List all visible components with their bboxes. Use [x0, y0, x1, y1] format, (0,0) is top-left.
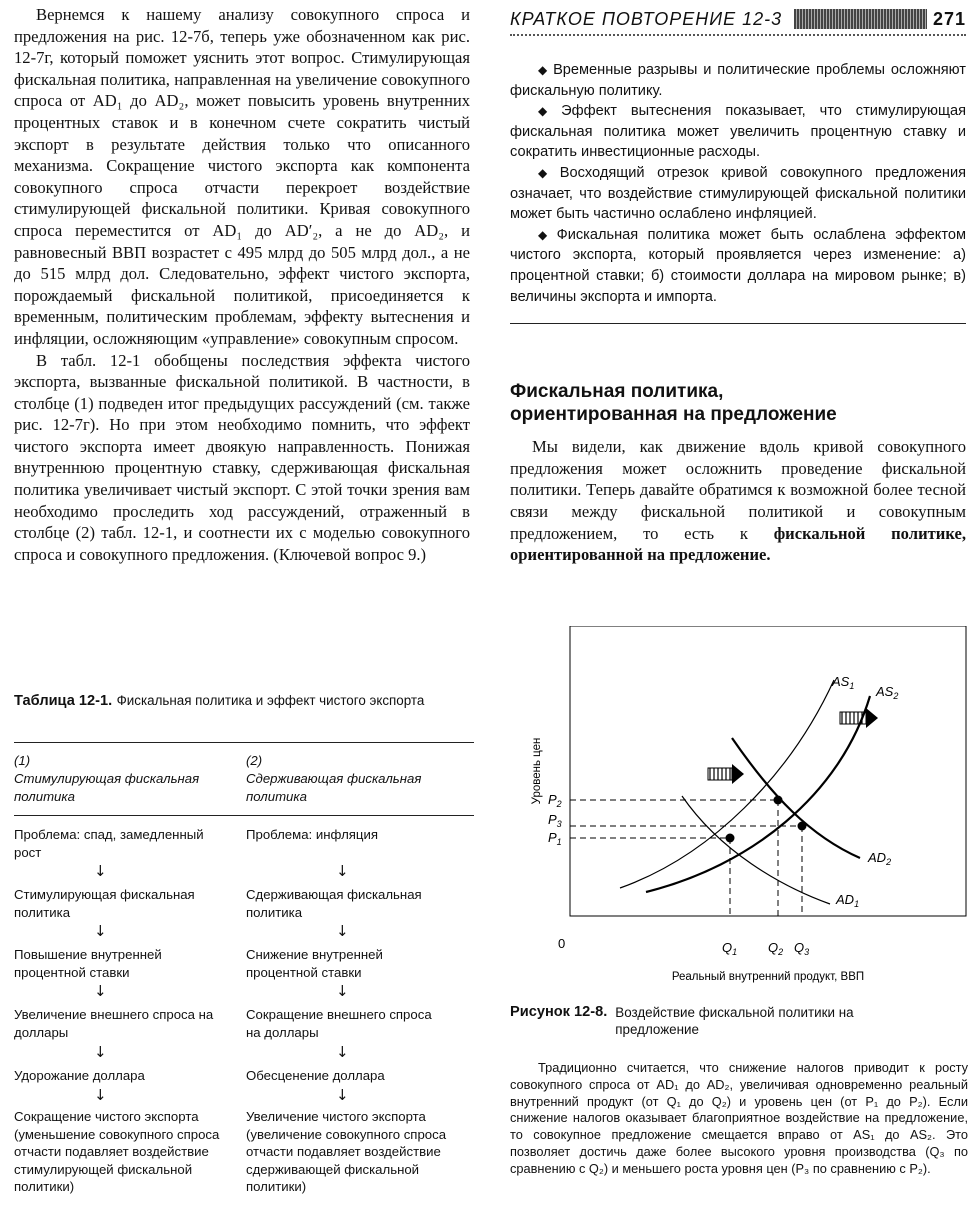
section-title: Фискальная политика, ориентированная на предложение — [510, 381, 837, 426]
col1-arrow-4: ↓ — [94, 1043, 107, 1061]
recap-title: КРАТКОЕ ПОВТОРЕНИЕ 12-3 — [510, 8, 783, 29]
table-caption-text: Фискальная политика и эффект чистого экспорта — [116, 693, 425, 708]
table-label: Таблица 12-1. — [14, 693, 113, 709]
diamond-bullet-icon: ◆ — [538, 63, 550, 77]
table-header-rule — [14, 815, 474, 816]
col2-title: Сдерживающая фискальная политика — [246, 771, 422, 804]
col1-step-6: Сокращение чистого экспорта (уменьшение совокупного спроса отчасти подавляет воздействие стимулирующей фискальной политики) — [14, 1109, 220, 1195]
recap-item-4: ◆ Фискальная политика может быть ослаблена эффектом чистого экспорта, который проявляется через изменение: а) процентной ставки; б) стоимости доллара на мировом рынке; в) величины экспорта и импорта. — [510, 226, 966, 305]
col2-step-2: Сдерживающая фискальная политика — [246, 887, 422, 920]
col1-step-5: Удорожание доллара — [14, 1068, 145, 1083]
figure-caption — [510, 1004, 968, 1038]
diamond-bullet-icon: ◆ — [538, 227, 553, 242]
point-q2-p2 — [774, 796, 783, 805]
left-paragraph-1: Вернемся к нашему анализу совокупного спроса и предложения на рис. 12-7б, теперь уже обозначенном как рис. 12-7г, который поможет уяснить этот вопрос. Стимулирующая фискальная политика, направленная на увеличение совокупного спроса от AD₁ до AD₂, может повысить уровень внутренних процентных ставок и в конечном счете сократить чистый экспорт в результате действия только что описанного механизма. Сокращение чистого экспорта как компонента совокупного спроса отчасти перекроет воздействие стимулирующей фискальной политики. Кривая совокупного спроса переместится от AD₁ до AD′₂, а не до AD₂, и равновесный ВВП возрастет с 495 млрд до 505 млрд дол., а не до 515 млрд дол. Следовательно, эффект чистого экспорта, порождаемый фискальной политикой, присоединяется к временным, политическим проблемам, эффекту вытеснения и инфляции, осложняющим «управление» совокупным спросом. — [14, 5, 470, 348]
section-paragraph-bold: фискальной политике, ориентированной на предложение. — [510, 523, 966, 565]
col2-step-6: Увеличение чистого экспорта (увеличение совокупного спроса отчасти подавляет воздействие сдерживающей фискальной политики) — [246, 1109, 447, 1195]
diamond-bullet-icon: ◆ — [538, 104, 558, 119]
col2-arrow-3: ↓ — [336, 982, 349, 1000]
q2-label: $Q_2$ — [768, 940, 784, 957]
arrow-right-icon-ad — [708, 764, 744, 784]
col2-arrow-2: ↓ — [336, 922, 349, 940]
diamond-bullet-icon: ◆ — [538, 165, 556, 180]
page-number: 271 — [932, 8, 966, 29]
table-caption — [14, 692, 474, 710]
origin-label: 0 — [558, 936, 566, 951]
left-column — [14, 4, 470, 565]
col1-step-2: Стимулирующая фискальная политика — [14, 887, 195, 920]
dashed-guides — [570, 800, 802, 916]
ad1-label: $AD_1$ — [836, 892, 860, 909]
figure-explanation: Традиционно считается, что снижение налогов приводит к росту совокупного спроса от AD₁ до AD₂, увеличивая одновременно реальный внутренний продукт (от Q₁ до Q₂) и уровень цен (от P₁ до P₂). Если снижение налогов оказывает благоприятное воздействие на предложение, то совокупное предложение смещается вправо от AS₁ до AS₂. Это позволяет достичь даже более высокого уровня производства (Q₃ по сравнению с Q₂) и меньшего роста уровня цен (P₃ по сравнению с P₂). — [510, 1060, 968, 1176]
recap-item-3: ◆ Восходящий отрезок кривой совокупного предложения означает, что воздействие стимулирующей фискальной политики может быть частично ослаблено инфляцией. — [510, 164, 967, 223]
point-q3-p3 — [798, 822, 807, 831]
col2-arrow-4: ↓ — [336, 1043, 349, 1061]
col1-arrow-2: ↓ — [94, 922, 107, 940]
q1-label: $Q_1$ — [722, 940, 738, 957]
recap-item-1: ◆ Временные разрывы и политические проблемы осложняют фискальную политику. — [510, 62, 966, 99]
recap-header — [510, 4, 966, 36]
col2-step-1: Проблема: инфляция — [246, 827, 378, 842]
col1-title: Стимулирующая фискальная политика — [14, 771, 200, 804]
ad2-curve — [732, 738, 860, 858]
table-top-rule — [14, 742, 474, 743]
p2-label: $P_2$ — [548, 792, 562, 809]
col1-arrow-1: ↓ — [94, 862, 107, 880]
col1-number: (1) — [14, 753, 31, 768]
q3-label: $Q_3$ — [794, 940, 810, 957]
ad1-curve — [682, 796, 830, 904]
col1-step-3: Повышение внутренней процентной ставки — [14, 947, 162, 980]
as2-label: $AS_2$ — [876, 684, 899, 701]
recap-item-2: ◆ Эффект вытеснения показывает, что стимулирующая фискальная политика может увеличить процентную ставку и сократить инвестиционные расходы. — [510, 103, 966, 161]
left-paragraph-2: В табл. 12-1 обобщены последствия эффекта чистого экспорта, вызванные фискальной политикой. В частности, в столбце (1) подведен итог предыдущих рассуждений (см. также рис. 12-7г). Но при этом необходимо помнить, что эффект чистого экспорта имеет двоякую направленность. Понижая внутреннюю процентную ставку, сдерживающая фискальная политика увеличивает чистый экспорт. С этой точки зрения вам необходимо проследить ход рассуждений, отраженный в столбце (2) табл. 12-1, и соотнести их с моделью совокупного спроса и совокупного предложения. (Ключевой вопрос 9.) — [14, 350, 470, 564]
ad2-label: $AD_2$ — [868, 850, 892, 867]
col2-arrow-5: ↓ — [336, 1086, 349, 1104]
figure-caption-text: Воздействие фискальной политики на предложение — [615, 1005, 854, 1037]
point-q1-p1 — [726, 834, 735, 843]
figure-label: Рисунок 12-8. — [510, 1004, 608, 1020]
col1-step-1: Проблема: спад, замедленный рост — [14, 827, 204, 860]
col1-arrow-5: ↓ — [94, 1086, 107, 1104]
x-axis-label: Реальный внутренний продукт, ВВП — [671, 971, 865, 983]
col1-arrow-3: ↓ — [94, 982, 107, 1000]
col1-step-4: Увеличение внешнего спроса на доллары — [14, 1007, 214, 1040]
col2-step-5: Обесценение доллара — [246, 1068, 385, 1083]
p3-label: $P_3$ — [548, 812, 562, 829]
as1-label: $AS_1$ — [832, 674, 855, 691]
recap-decorative-bar — [794, 9, 927, 29]
right-column — [510, 4, 966, 566]
figure-frame — [570, 626, 966, 916]
col2-step-4: Сокращение внешнего спроса на доллары — [246, 1007, 432, 1040]
y-axis-label: Уровень цен — [531, 737, 543, 805]
col2-step-3: Снижение внутренней процентной ставки — [246, 947, 383, 980]
section-paragraph: Мы видели, как движение вдоль кривой совокупного предложения может осложнить проведение фискальной политики. Теперь давайте обратимся к возможной более тесной связи между фискальной политикой и совокупным предложением, то есть к фискальной политике, ориентированной на предложение. — [510, 437, 966, 565]
figure-12-8 — [510, 626, 970, 996]
col2-arrow-1: ↓ — [336, 862, 349, 880]
p1-label: $P_1$ — [548, 830, 562, 847]
col2-number: (2) — [246, 753, 263, 768]
